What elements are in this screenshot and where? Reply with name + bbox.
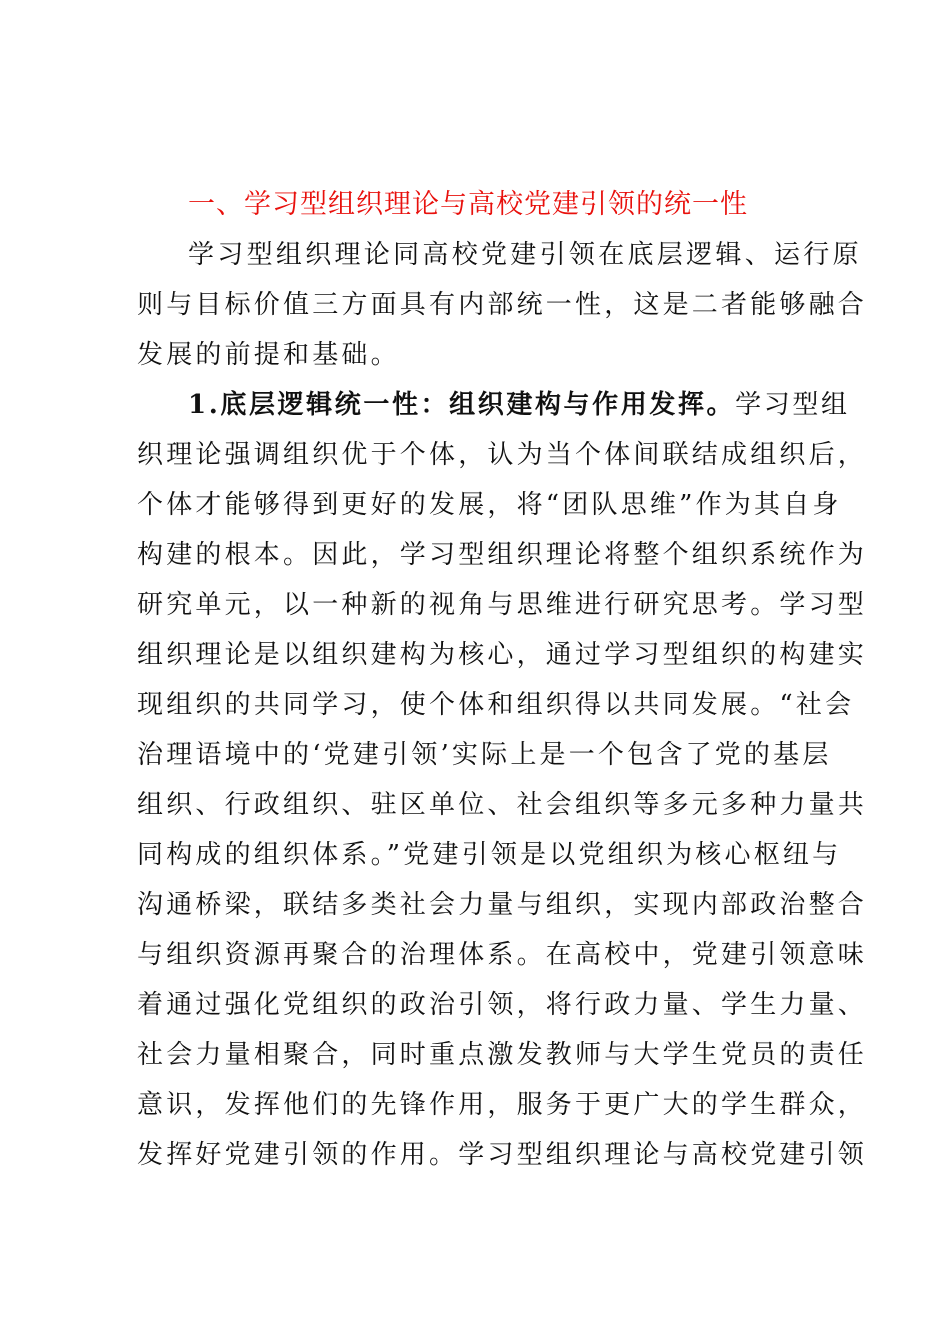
paragraph-2-line-14: 社会力量相聚合，同时重点激发教师与大学生党员的责任: [137, 1040, 868, 1070]
paragraph-2-line-6: 组织理论是以组织建构为核心，通过学习型组织的构建实: [137, 640, 868, 670]
paragraph-2-line-2: 织理论强调组织优于个体，认为当个体间联结成组织后，: [137, 440, 868, 470]
paragraph-1-line-1: 学习型组织理论同高校党建引领在底层逻辑、运行原: [188, 240, 862, 270]
paragraph-2-line-1: [188, 380, 850, 430]
paragraph-2-line-10: 同构成的组织体系。”党建引领是以党组织为核心枢纽与: [137, 840, 842, 870]
paragraph-2-line-9: 组织、行政组织、驻区单位、社会组织等多元多种力量共: [137, 790, 868, 820]
paragraph-2-line-3: 个体才能够得到更好的发展，将“团队思维”作为其自身: [137, 490, 842, 520]
paragraph-2-line-16: 发挥好党建引领的作用。学习型组织理论与高校党建引领: [137, 1140, 868, 1170]
section-heading: 一、学习型组织理论与高校党建引领的统一性: [188, 189, 748, 220]
paragraph-2-line-11: 沟通桥梁，联结多类社会力量与组织，实现内部政治整合: [137, 890, 868, 920]
paragraph-2-line-7: 现组织的共同学习，使个体和组织得以共同发展。“社会: [137, 690, 855, 720]
paragraph-2-lead-continuation: 学习型组: [735, 390, 850, 420]
paragraph-2-line-4: 构建的根本。因此，学习型组织理论将整个组织系统作为: [137, 540, 868, 570]
paragraph-1-line-2: 则与目标价值三方面具有内部统一性，这是二者能够融合: [137, 290, 868, 320]
paragraph-2-line-8: 治理语境中的‘党建引领’实际上是一个包含了党的基层: [137, 740, 832, 770]
paragraph-1-line-3: 发展的前提和基础。: [137, 340, 400, 370]
paragraph-2-line-5: 研究单元，以一种新的视角与思维进行研究思考。学习型: [137, 590, 868, 620]
paragraph-2-line-13: 着通过强化党组织的政治引领，将行政力量、学生力量、: [137, 990, 868, 1020]
paragraph-2-line-15: 意识，发挥他们的先锋作用，服务于更广大的学生群众，: [137, 1090, 868, 1120]
paragraph-2-lead: 1.底层逻辑统一性：组织建构与作用发挥。: [188, 390, 736, 420]
paragraph-2-line-12: 与组织资源再聚合的治理体系。在高校中，党建引领意味: [137, 940, 868, 970]
